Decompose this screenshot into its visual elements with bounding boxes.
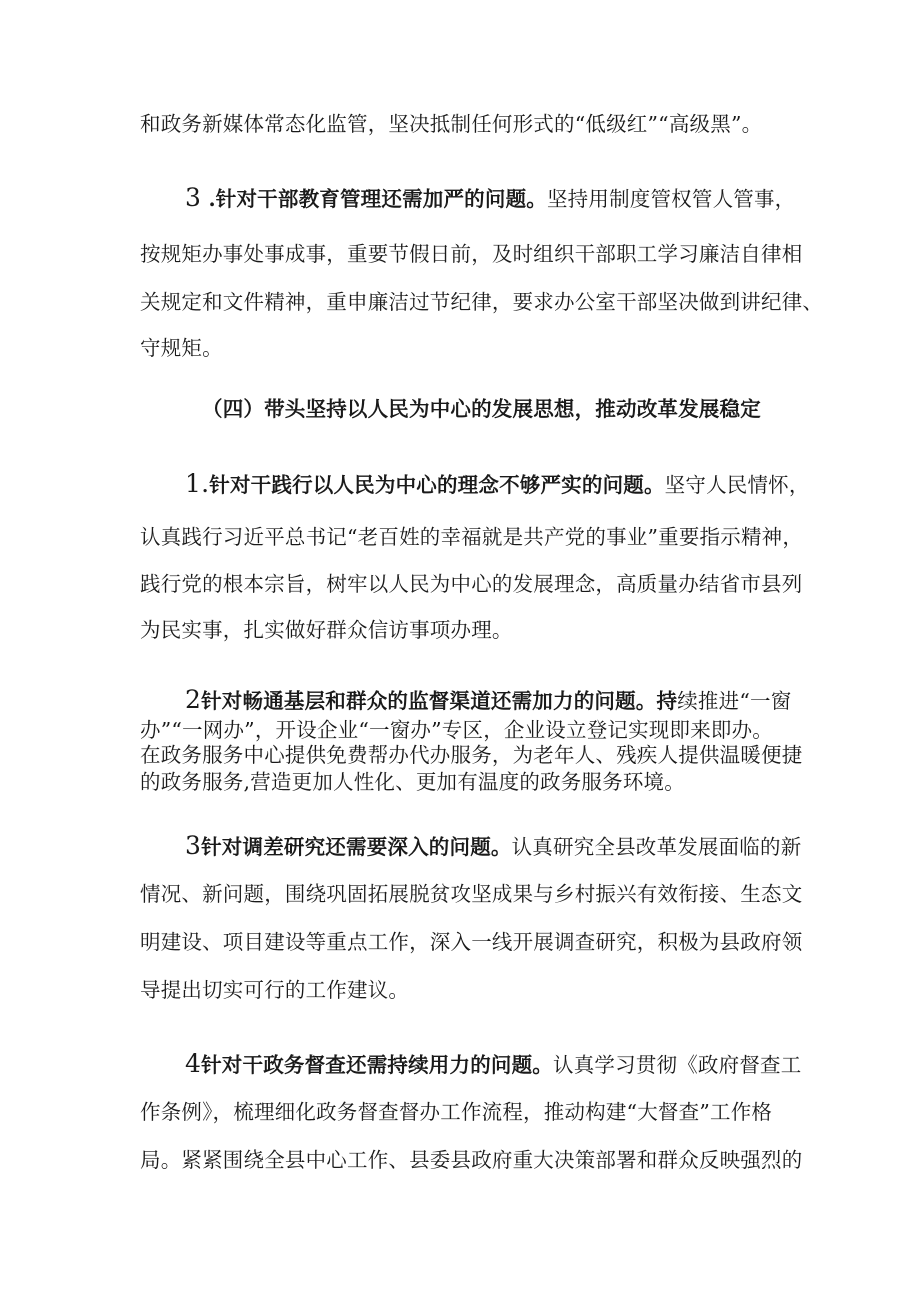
paragraph-line: [140, 928, 802, 956]
text: 和政务新媒体常态化监管，坚决抵制任何形式的“低级红”“高级黑”。: [140, 112, 763, 136]
item-number: 4: [185, 1049, 202, 1078]
item-heading: .针对干部教育管理还需加严的问题。: [201, 187, 547, 211]
paragraph-line: [140, 1146, 802, 1174]
paragraph-line: [140, 334, 223, 362]
paragraph-line: [140, 1098, 772, 1126]
paragraph-line: [140, 570, 802, 598]
text: 按规矩办事处事成事，重要节假日前，及时组织干部职工学习廉洁自律相: [140, 242, 803, 266]
text: 坚守人民情怀，: [664, 473, 810, 497]
text: 认真践行习近平总书记“老百姓的幸福就是共产党的事业”重要指示精神，: [140, 525, 804, 549]
paragraph-line: [140, 110, 762, 138]
section-heading: [202, 395, 761, 423]
paragraph-heading-line: [185, 184, 795, 213]
paragraph-heading-line: [185, 832, 801, 861]
text: 作条例》，梳理细化政务督查督办工作流程，推动构建“大督查”工作格: [140, 1100, 773, 1124]
paragraph-heading-line: [185, 1050, 801, 1079]
paragraph-line: [140, 976, 409, 1004]
text: 明建设、项目建设等重点工作，深入一线开展调查研究，积极为县政府领: [140, 930, 803, 954]
text: 守规矩。: [140, 336, 223, 360]
item-number: 3: [185, 183, 202, 212]
paragraph-line: [140, 288, 823, 316]
text: 为民实事，扎实做好群众信访事项办理。: [140, 618, 513, 642]
paragraph-line: [140, 741, 802, 769]
text: 办”“一网办”，开设企业“一窗办”专区，企业设立登记实现即来即办。: [140, 718, 773, 742]
text: 认真学习贯彻《政府督查工: [553, 1053, 802, 1077]
paragraph-line: [140, 523, 803, 551]
paragraph-line: [140, 240, 802, 268]
text: 在政务服务中心提供免费帮办代办服务，为老年人、残疾人提供温暖便捷: [140, 743, 803, 767]
item-number: 1.: [185, 469, 210, 498]
text: 情况、新问题，围绕巩固拓展脱贫攻坚成果与乡村振兴有效衔接、生态文: [140, 882, 803, 906]
paragraph-line: [140, 616, 513, 644]
paragraph-heading-line: [185, 470, 810, 499]
item-number: 3: [185, 831, 202, 860]
item-number: 2: [185, 685, 202, 714]
text: 践行党的根本宗旨，树牢以人民为中心的发展理念，高质量办结省市县列: [140, 572, 803, 596]
paragraph-line: [140, 880, 802, 908]
text: 坚持用制度管权管人管事，: [546, 187, 796, 211]
item-heading: 针对调差研究还需要深入的问题。: [201, 835, 512, 859]
item-heading: 针对干践行以人民为中心的理念不够严实的问题。: [209, 473, 665, 497]
paragraph-line: [140, 716, 773, 744]
text: 认真研究全县改革发展面临的新: [511, 835, 802, 859]
paragraph-heading-line: [185, 686, 791, 715]
text: 的政务服务,营造更加人性化、更加有温度的政务服务环境。: [140, 770, 685, 794]
section-title: （四）带头坚持以人民为中心的发展思想，推动改革发展稳定: [202, 397, 761, 421]
text: 续推进“一窗: [677, 689, 792, 713]
paragraph-line: [140, 768, 685, 796]
text: 局。紧紧围绕全县中心工作、县委县政府重大决策部署和群众反映强烈的: [140, 1148, 803, 1172]
text: 关规定和文件精神，重申廉洁过节纪律，要求办公室干部坚决做到讲纪律、: [140, 290, 824, 314]
item-heading: 针对畅通基层和群众的监督渠道还需加力的问题。持: [201, 689, 678, 713]
text: 导提出切实可行的工作建议。: [140, 978, 410, 1002]
item-heading: 针对干政务督查还需持续用力的问题。: [201, 1053, 554, 1077]
